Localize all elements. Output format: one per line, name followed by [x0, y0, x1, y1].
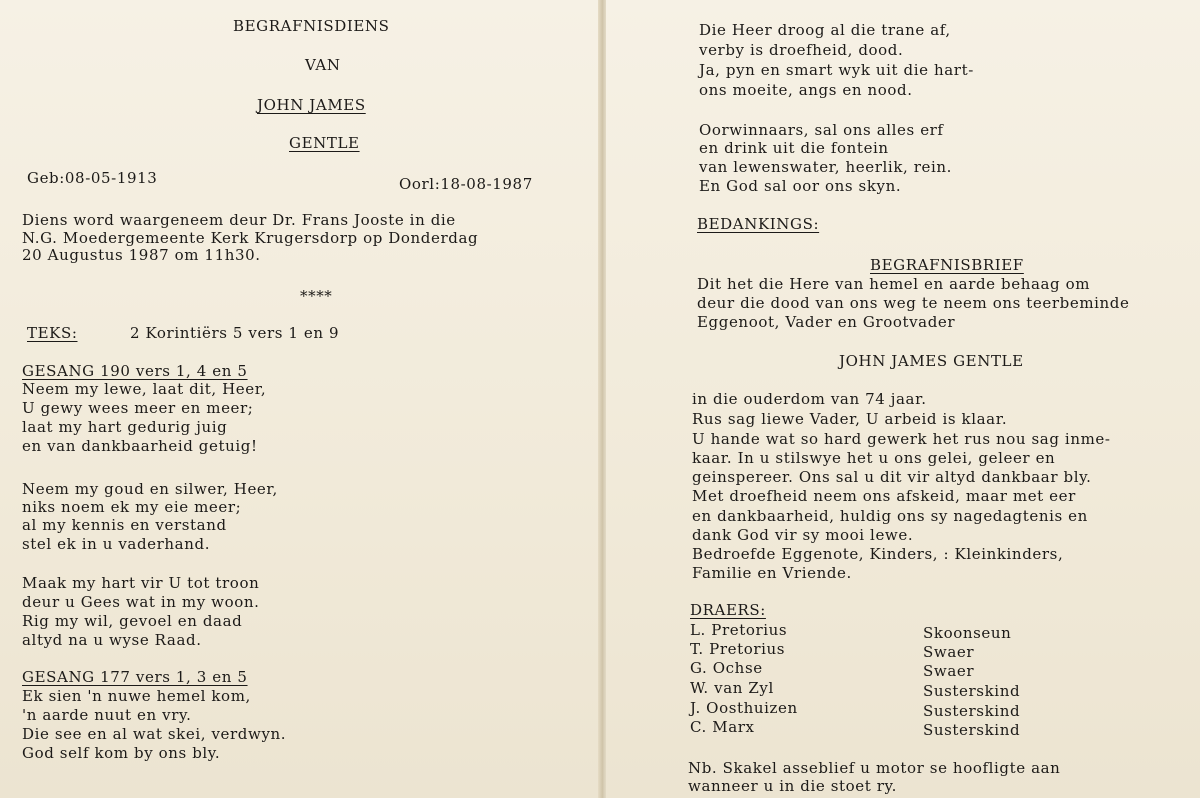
letter-body-line: Bedroefde Eggenote, Kinders, : Kleinkinders,	[692, 545, 1064, 563]
letter-intro-line: deur die dood van ons weg te neem ons teerbeminde	[697, 294, 1130, 312]
deceased-first-names: JOHN JAMES	[257, 96, 366, 114]
letter-body-line: kaar. In u stilswye het u ons gelei, geleer en	[692, 449, 1056, 467]
service-line: 20 Augustus 1987 om 11h30.	[22, 246, 261, 264]
teks-label: TEKS:	[27, 324, 78, 342]
letter-body-line: Rus sag liewe Vader, U arbeid is klaar.	[692, 410, 1008, 428]
bearer-name: J. Oosthuizen	[690, 699, 798, 717]
letter-body-line: U hande wat so hard gewerk het rus nou sag inme-	[692, 430, 1111, 448]
bearer-relation: Skoonseun	[923, 624, 1012, 642]
hymn1-title: GESANG 190 vers 1, 4 en 5	[22, 362, 248, 380]
hymn-line: al my kennis en verstand	[22, 516, 227, 534]
hymn-line: God self kom by ons bly.	[22, 744, 221, 762]
letter-body-line: geinspereer. Ons sal u dit vir altyd dankbaar bly.	[692, 468, 1092, 486]
letter-intro-line: Dit het die Here van hemel en aarde behaag om	[697, 275, 1091, 293]
verse-line: Oorwinnaars, sal ons alles erf	[699, 121, 944, 139]
bearer-name: C. Marx	[690, 718, 755, 736]
hymn-line: 'n aarde nuut en vry.	[22, 706, 192, 724]
teks-text: 2 Korintiërs 5 vers 1 en 9	[130, 324, 340, 342]
hymn-line: altyd na u wyse Raad.	[22, 631, 202, 649]
bearer-name: G. Ochse	[690, 659, 763, 677]
letter-body-line: en dankbaarheid, huldig ons sy nagedagtenis en	[692, 507, 1088, 525]
death-date: Oorl:18-08-1987	[399, 175, 533, 193]
hymn-line: Ek sien 'n nuwe hemel kom,	[22, 687, 251, 705]
hymn-line: U gewy wees meer en meer;	[22, 399, 254, 417]
bearer-relation: Susterskind	[923, 721, 1021, 739]
thanks-heading: BEDANKINGS:	[697, 215, 820, 233]
verse-line: Ja, pyn en smart wyk uit die hart-	[699, 61, 974, 79]
hymn-line: stel ek in u vaderhand.	[22, 535, 211, 553]
bearer-relation: Susterskind	[923, 682, 1021, 700]
service-line: Diens word waargeneem deur Dr. Frans Jooste in die	[22, 211, 456, 229]
bearer-name: L. Pretorius	[690, 621, 788, 639]
bearer-relation: Swaer	[923, 662, 975, 680]
hymn-line: Maak my hart vir U tot troon	[22, 574, 260, 592]
bearer-relation: Susterskind	[923, 702, 1021, 720]
letter-intro-line: Eggenoot, Vader en Grootvader	[697, 313, 956, 331]
verse-line: verby is droefheid, dood.	[699, 41, 904, 59]
verse-line: van lewenswater, heerlik, rein.	[699, 158, 953, 176]
hymn-line: niks noem ek my eie meer;	[22, 498, 242, 516]
hymn-line: Rig my wil, gevoel en daad	[22, 612, 243, 630]
hymn-line: Neem my lewe, laat dit, Heer,	[22, 380, 267, 398]
deceased-full-name: JOHN JAMES GENTLE	[839, 352, 1024, 370]
bearers-heading: DRAERS:	[690, 601, 766, 619]
note-line: Nb. Skakel asseblief u motor se hoofligte aan	[688, 759, 1061, 777]
note-line: wanneer u in die stoet ry.	[688, 777, 897, 795]
letter-body-line: Met droefheid neem ons afskeid, maar met eer	[692, 487, 1076, 505]
verse-line: En God sal oor ons skyn.	[699, 177, 902, 195]
bearer-relation: Swaer	[923, 643, 975, 661]
separator-stars: ****	[300, 287, 333, 305]
verse-line: Die Heer droog al die trane af,	[699, 21, 951, 39]
letter-heading: BEGRAFNISBRIEF	[870, 256, 1024, 274]
service-line: N.G. Moedergemeente Kerk Krugersdorp op Donderdag	[22, 229, 479, 247]
service-title: BEGRAFNISDIENS	[233, 17, 390, 35]
hymn-line: en van dankbaarheid getuig!	[22, 437, 258, 455]
hymn-line: Die see en al wat skei, verdwyn.	[22, 725, 287, 743]
bearer-name: T. Pretorius	[690, 640, 786, 658]
letter-body-line: dank God vir sy mooi lewe.	[692, 526, 914, 544]
hymn2-title: GESANG 177 vers 1, 3 en 5	[22, 668, 248, 686]
hymn-line: Neem my goud en silwer, Heer,	[22, 480, 278, 498]
verse-line: en drink uit die fontein	[699, 139, 889, 157]
hymn-line: deur u Gees wat in my woon.	[22, 593, 260, 611]
birth-date: Geb:08-05-1913	[27, 169, 158, 187]
verse-line: ons moeite, angs en nood.	[699, 81, 913, 99]
letter-body-line: in die ouderdom van 74 jaar.	[692, 390, 927, 408]
letter-body-line: Familie en Vriende.	[692, 564, 852, 582]
deceased-surname: GENTLE	[289, 134, 360, 152]
bearer-name: W. van Zyl	[690, 679, 774, 697]
service-van: VAN	[305, 56, 341, 74]
hymn-line: laat my hart gedurig juig	[22, 418, 228, 436]
